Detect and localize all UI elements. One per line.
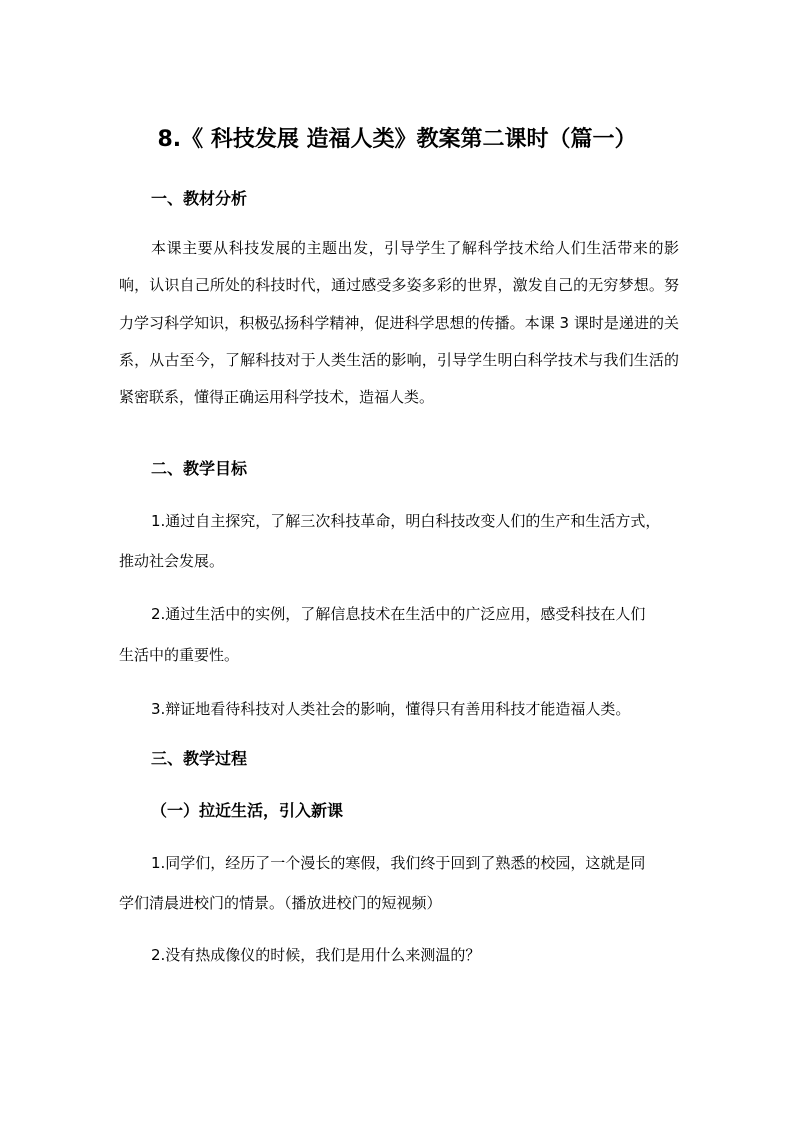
subsection-heading-intro: （一）拉近生活，引入新课 — [151, 801, 344, 820]
step-2: 2.没有热成像仪的时候，我们是用什么来测温的？ — [151, 946, 481, 964]
section-heading-teaching-process: 三、教学过程 — [151, 749, 248, 768]
goal-1-line-1: 1.通过自主探究，了解三次科技革命，明白科技改变人们的生产和生活方式， — [151, 512, 661, 530]
section-heading-teaching-goals: 二、教学目标 — [151, 459, 248, 478]
goal-3: 3.辩证地看待科技对人类社会的影响，懂得只有善用科技才能造福人类。 — [151, 700, 631, 718]
section-heading-textbook-analysis: 一、教材分析 — [151, 189, 248, 208]
goal-2-line-1: 2.通过生活中的实例，了解信息技术在生活中的广泛应用，感受科技在人们 — [151, 605, 646, 623]
goal-1-line-2: 推动社会发展。 — [119, 552, 225, 570]
textbook-analysis-paragraph: 本课主要从科技发展的主题出发，引导学生了解科学技术给人们生活带来的影响，认识自己所处的科技时代，通过感受多姿多彩的世界，激发自己的无穷梦想。努力学习科学知识，积极弘扬科学精神，促进科学思想的传播。本课 3 课时是递进的关系，从古至今，了解科技对于人类生活的影响，引导学生明白科学技术与我们生活的紧密联系，懂得正确运用科学技术，造福人类。 — [119, 239, 679, 407]
step-1-line-2: 学们清晨进校门的情景。（播放进校门的短视频） — [119, 894, 442, 912]
goal-2-line-2: 生活中的重要性。 — [119, 646, 240, 664]
document-title: 8.《 科技发展 造福人类》教案第二课时（篇一） — [157, 127, 637, 152]
step-1-line-1: 1.同学们，经历了一个漫长的寒假，我们终于回到了熟悉的校园，这就是同 — [151, 854, 646, 872]
